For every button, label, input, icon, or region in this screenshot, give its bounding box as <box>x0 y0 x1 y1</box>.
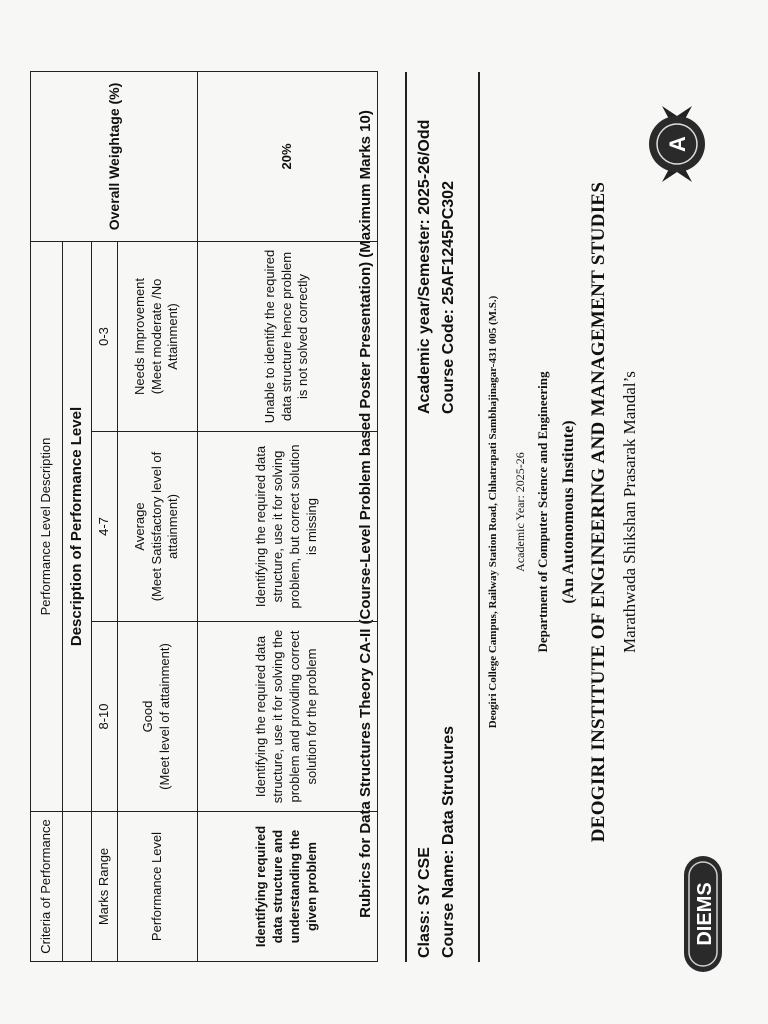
level-needs-title: Needs Improvement <box>131 277 147 396</box>
level-average-title: Average <box>131 502 147 551</box>
course-separator <box>405 72 407 962</box>
overall-weightage-label: Overall Weightage (%) <box>31 71 198 241</box>
naac-badge-icon <box>632 94 722 194</box>
course-code: Course Code: 25AF1245PC302 <box>440 181 457 414</box>
criteria-label: Criteria of Performance <box>31 812 63 962</box>
level-average-sub: (Meet Satisfactory level of attainment) <box>148 451 181 602</box>
marks-range-needs: 0-3 <box>91 241 117 431</box>
svg-text:DIEMS: DIEMS <box>694 882 716 946</box>
department-name: Department of Computer Science and Engineering <box>535 371 550 653</box>
header-separator <box>478 72 480 962</box>
institute-status: (An Autonomous Institute) <box>560 420 577 604</box>
performance-level-label: Performance Level <box>117 812 197 962</box>
level-average <box>117 432 197 622</box>
level-needs <box>117 241 197 431</box>
diems-logo <box>680 854 726 974</box>
academic-semester: Academic year/Semester: 2025-26/Odd <box>416 119 433 414</box>
performance-description-label: Performance Level Description <box>31 241 63 811</box>
table-row <box>31 71 63 961</box>
table-row <box>197 71 377 961</box>
class-name: Class: SY CSE <box>416 847 433 958</box>
criteria-average: Identifying the required data structure, use it for solving problem, but correct solution is missing <box>197 432 377 622</box>
marks-range-average: 4-7 <box>91 432 117 622</box>
marks-range-label: Marks Range <box>91 812 117 962</box>
academic-year: Academic Year: 2025-26 <box>513 452 527 572</box>
criteria-needs: Unable to identify the required data structure hence problem is not solved correctly <box>197 241 377 431</box>
marks-range-good: 8-10 <box>91 622 117 812</box>
criteria-weight: 20% <box>197 71 377 241</box>
rubric-table <box>30 71 378 962</box>
criteria-name: Identifying required data structure and understanding the given problem <box>197 812 377 962</box>
level-good <box>117 622 197 812</box>
description-heading: Description of Performance Level <box>63 241 92 811</box>
empty-cell <box>63 812 92 962</box>
society-name: Marathwada Shikshan Prasarak Mandal’s <box>620 371 639 653</box>
address: Deogiri College Campus, Railway Station Road, Chhatrapati Sambhajinagar-431 005 (M.S.) <box>487 295 499 729</box>
rubric-title: Rubrics for Data Structures Theory CA-II (Course-Level Problem based Poster Presentation) (Maximum Marks 10) <box>357 110 374 918</box>
svg-text:A: A <box>665 136 690 152</box>
level-good-title: Good <box>140 700 156 733</box>
level-needs-sub: (Meet moderate /No Attainment) <box>148 278 181 395</box>
course-name: Course Name: Data Structures <box>440 725 457 958</box>
criteria-good: Identifying the required data structure, use it for solving the problem and providing correct solution for the problem <box>197 622 377 812</box>
institute-name: DEOGIRI INSTITUTE OF ENGINEERING AND MANAGEMENT STUDIES <box>588 181 609 843</box>
level-good-sub: (Meet level of attainment) <box>157 643 172 790</box>
